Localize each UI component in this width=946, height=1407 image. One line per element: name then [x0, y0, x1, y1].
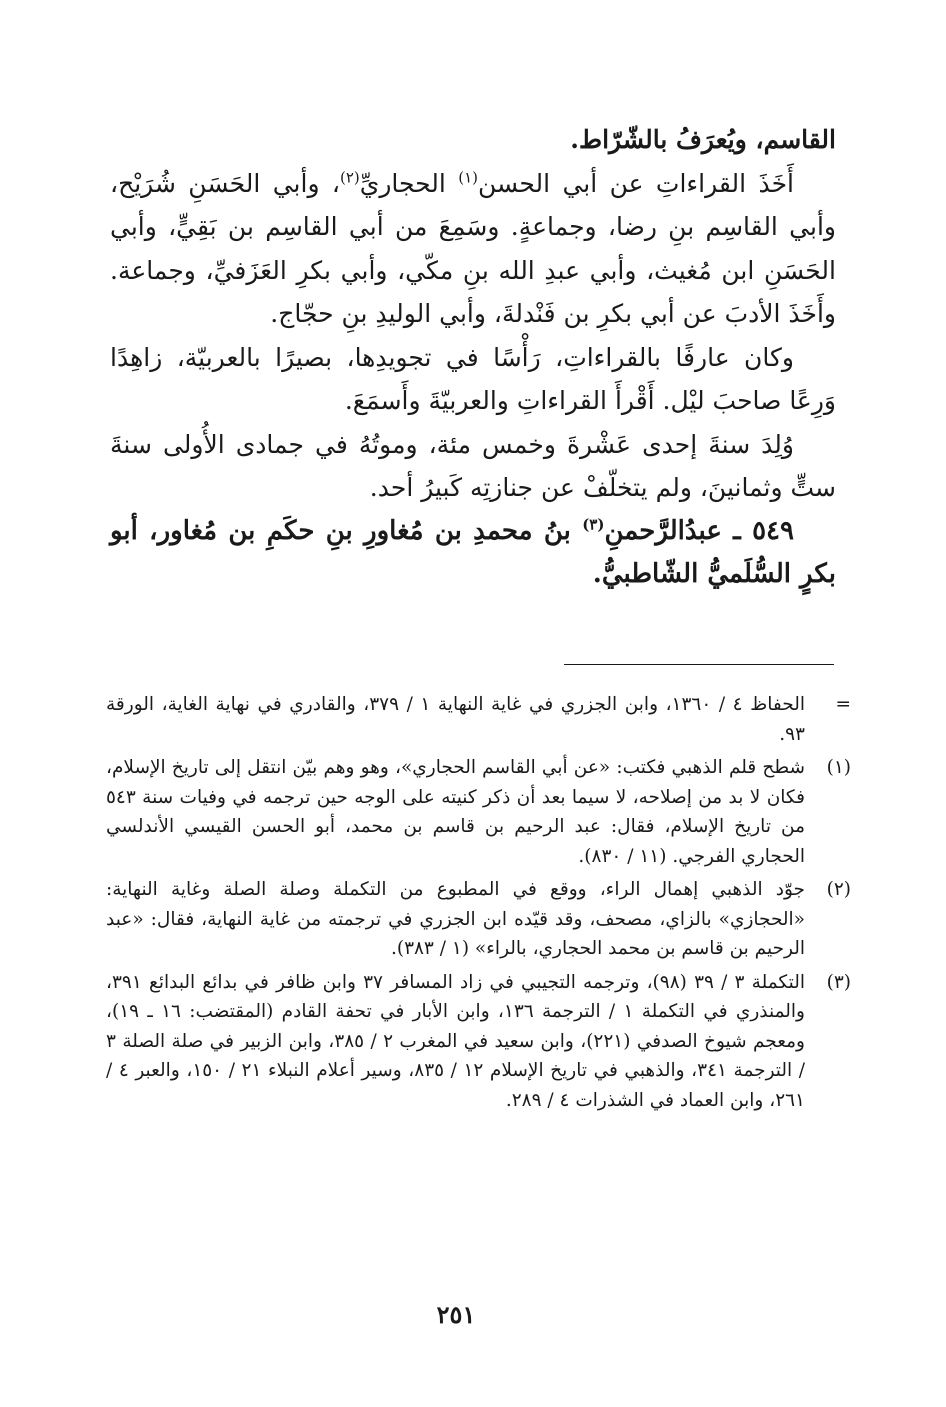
teachers-text-start: أَخَذَ القراءاتِ عن أبي الحسن	[478, 168, 794, 198]
main-text	[110, 118, 836, 597]
footnote-marker: (٢)	[826, 879, 851, 900]
paragraph-entry-continuation	[110, 118, 836, 162]
footnote-text: الحفاظ ٤ / ١٣٦٠، وابن الجزري في غاية النهاية ١ / ٣٧٩، والقادري في نهاية الغاية، الورقة ٩٣.	[106, 694, 805, 745]
footnote-marker: (٣)	[826, 971, 851, 993]
footnote-text: التكملة ٣ / ٣٩ (٩٨)، وترجمه التجيبي في زاد المسافر ٣٧ وابن ظافر في بدائع البدائع ٣٩١، والمنذري في التكملة ١ / الترجمة ١٣٦، وابن الأبار في تحفة القادم (المقتضب: ١٦ ـ ١٩)، ومعجم شيوخ الصدفي (٢٢١)، وابن سعيد في المغرب ٢ / ٣٨٥، وابن الزبير في صلة الصلة ٣ / الترجمة ٣٤١، والذهبي في تاريخ الإسلام ١٢ / ٨٣٥، وسير أعلام النبلاء ٢١ / ١٥٠، والعبر ٤ / ٢٦١، وابن العماد في الشذرات ٤ / ٢٨٩.	[106, 971, 805, 1111]
entry-continuation-text: القاسم، ويُعرَفُ بالشّرّاط.	[570, 125, 836, 154]
description-text: وكان عارفًا بالقراءاتِ، رَأْسًا في تجويدِها، بصيرًا بالعربيّة، زاهِدًا وَرِعًا صاحبَ ليْل. أَقْرأَ القراءاتِ والعربيّةَ وأَسمَعَ.	[110, 342, 836, 415]
teachers-text-end: ، وأبي الحَسَنِ شُرَيْح، وأبي القاسِم بنِ رضا، وجماعةٍ. وسَمِعَ من أبي القاسِم بن بَقِيٍّ، وأبي الحَسَنِ ابن مُغيث، وأبي عبدِ الله بنِ مكّي، وأبي بكرِ العَزَفيِّ، وجماعة. وأَخَذَ الأدبَ عن أبي بكرِ بن فَنْدلةَ، وأبي الوليدِ بنِ حجّاج.	[110, 168, 836, 328]
paragraph-birth-death	[110, 423, 836, 510]
footnote-text: جوّد الذهبي إهمال الراء، ووقع في المطبوع من التكملة وصلة الصلة وغاية النهاية: «الحجازي» بالزاي، مصحف، وقد قيّده ابن الجزري في ترجمته من غاية النهاية، فقال: «عبد الرحيم بن قاسم بن محمد الحجاري، بالراء» (١ / ٣٨٣).	[106, 879, 805, 959]
teachers-text-mid: الحجاريِّ	[359, 168, 459, 198]
birth-death-text: وُلِدَ سنةَ إحدى عَشْرةَ وخمس مئة، وموتُهُ في جمادى الأُولى سنةَ ستٍّ وثمانينَ، ولم يتخلّفْ عن جنازتِه كَبيرُ أحد.	[110, 429, 836, 502]
footnote-continued	[106, 690, 851, 749]
page-number: ٢٥١	[436, 1300, 476, 1329]
footnote-1	[106, 753, 851, 871]
footnote-ref-1[interactable]: (١)	[458, 168, 479, 187]
footnote-3	[106, 968, 851, 1116]
entry-heading	[110, 510, 836, 597]
footnote-ref-3[interactable]: (٣)	[582, 514, 605, 533]
footnote-ref-2[interactable]: (٢)	[339, 168, 360, 187]
footnote-separator	[564, 664, 834, 665]
paragraph-teachers	[110, 162, 836, 336]
footnote-marker: (١)	[826, 757, 851, 778]
footnote-marker: =	[835, 694, 851, 715]
footnote-2	[106, 875, 851, 964]
entry-name-start: عبدُالرَّحمنِ	[604, 515, 722, 546]
footnotes	[106, 690, 851, 1119]
entry-number: ٥٤٩ ـ	[721, 515, 794, 546]
entry-name-end: بنُ محمدِ بن مُغاورِ بنِ حكَمِ بن مُغاور، أبو بكرٍ السُّلَميُّ الشّاطبيُّ.	[110, 515, 836, 589]
footnote-text: شطح قلم الذهبي فكتب: «عن أبي القاسم الحجاري»، وهو وهم بيّن انتقل إلى تاريخ الإسلام، فكان لا بد من إصلاحه، لا سيما بعد أن ذكر كنيته على الوجه حين ترجمه في وفيات سنة ٥٤٣ من تاريخ الإسلام، فقال: عبد الرحيم بن قاسم بن محمد، أبو الحسن القيسي الأندلسي الحجاري الفرجي. (١١ / ٨٣٠).	[106, 757, 805, 867]
paragraph-description	[110, 336, 836, 423]
